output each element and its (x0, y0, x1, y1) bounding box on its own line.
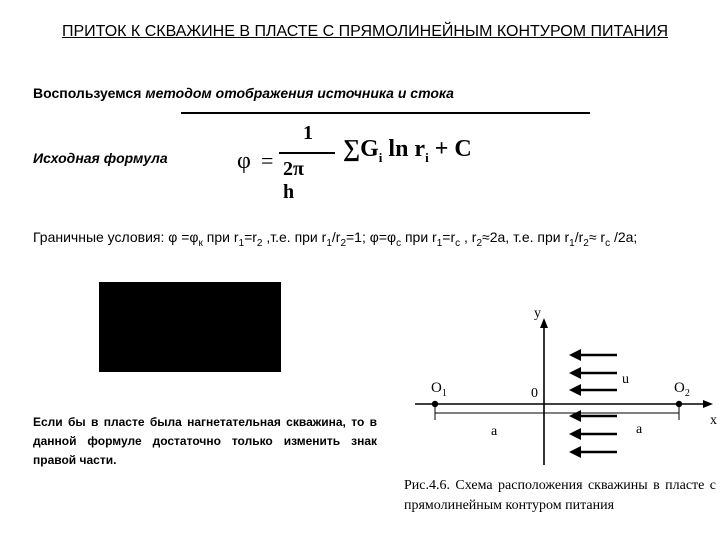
bc-part: =1; φ=φ (346, 229, 397, 245)
y-axis-arrowhead (540, 318, 548, 328)
bc-part: ≈2a, т.е. при r (482, 229, 570, 245)
formula-equals: = (261, 148, 274, 173)
bc-sub: 1 (569, 237, 575, 249)
bc-part: при r (202, 229, 239, 245)
u-label: u (622, 372, 629, 387)
injection-well-note: Если бы в пласте была нагнетательная скважина, то в данной формуле достаточно только изменить знак правой части. (33, 415, 377, 467)
formula-sum-expression (343, 136, 472, 166)
flow-arrowhead (569, 410, 581, 422)
a-left-label: a (491, 424, 498, 439)
lead-method: методом отображения источника и стока (145, 85, 454, 101)
O2-label: $O_2$ (674, 380, 690, 399)
bc-sub: c (605, 237, 611, 249)
bc-part: /r (331, 229, 341, 245)
flow-arrowhead (569, 428, 581, 440)
bc-part: /r (574, 229, 584, 245)
flow-arrowhead (569, 384, 581, 396)
a-right-label: a (636, 422, 643, 437)
bc-part: при r (401, 229, 437, 245)
flow-arrowhead (569, 446, 581, 458)
bc-sub: c (455, 237, 461, 249)
bc-sub: с (396, 237, 402, 249)
lead-underline (181, 112, 590, 114)
bc-part: ,т.е. при r (262, 229, 327, 245)
flow-arrowhead (569, 349, 581, 361)
x-axis-label: x (710, 413, 717, 428)
bc-sub: 2 (476, 237, 483, 249)
y-axis-label: y (534, 306, 541, 321)
formula-G-sub: i (378, 149, 383, 165)
origin-label: 0 (531, 386, 538, 401)
formula-ln: ln r (382, 136, 426, 162)
figure-caption: Рис.4.6. Схема расположения скважины в пласте с прямолинейным контуром питания (404, 478, 716, 513)
black-image-block (99, 282, 281, 372)
bc-part: =r (442, 229, 456, 245)
bc-sub: 2 (583, 237, 589, 249)
x-axis-arrowhead (703, 400, 713, 408)
bc-part: , r (460, 229, 477, 245)
bc-part: /2a; (610, 229, 638, 245)
formula-r-sub: i (425, 149, 429, 165)
well-scheme-diagram (405, 300, 720, 470)
formula-denominator: 2π h (283, 158, 304, 203)
formula-tail: + C (428, 136, 472, 162)
bc-sub: 2 (256, 237, 263, 249)
formula-label: Исходная формула (33, 150, 168, 166)
formula-fraction-bar (279, 152, 335, 154)
lead-text (33, 85, 454, 101)
lead-plain: Воспользуемся (33, 85, 146, 101)
formula-numerator: 1 (303, 122, 313, 144)
bc-sub: 1 (238, 237, 245, 249)
bc-part: Граничные условия: φ =φ (33, 229, 199, 245)
formula-sum-sign: ∑ (343, 136, 361, 162)
bc-sub: 1 (436, 237, 443, 249)
formula-G: G (360, 136, 379, 162)
bc-part: ≈ r (588, 229, 606, 245)
O1-label: $O_1$ (431, 380, 447, 399)
boundary-conditions (33, 226, 703, 255)
slide-title: ПРИТОК К СКВАЖИНЕ В ПЛАСТЕ С ПРЯМОЛИНЕЙНЫМ КОНТУРОМ ПИТАНИЯ (61, 23, 668, 40)
bc-sub: к (198, 237, 203, 249)
formula-phi: φ (237, 148, 251, 174)
bc-part: =r (244, 229, 257, 245)
bc-sub: 1 (326, 237, 332, 249)
bc-sub: 2 (340, 237, 346, 249)
flow-arrowhead (569, 367, 581, 379)
